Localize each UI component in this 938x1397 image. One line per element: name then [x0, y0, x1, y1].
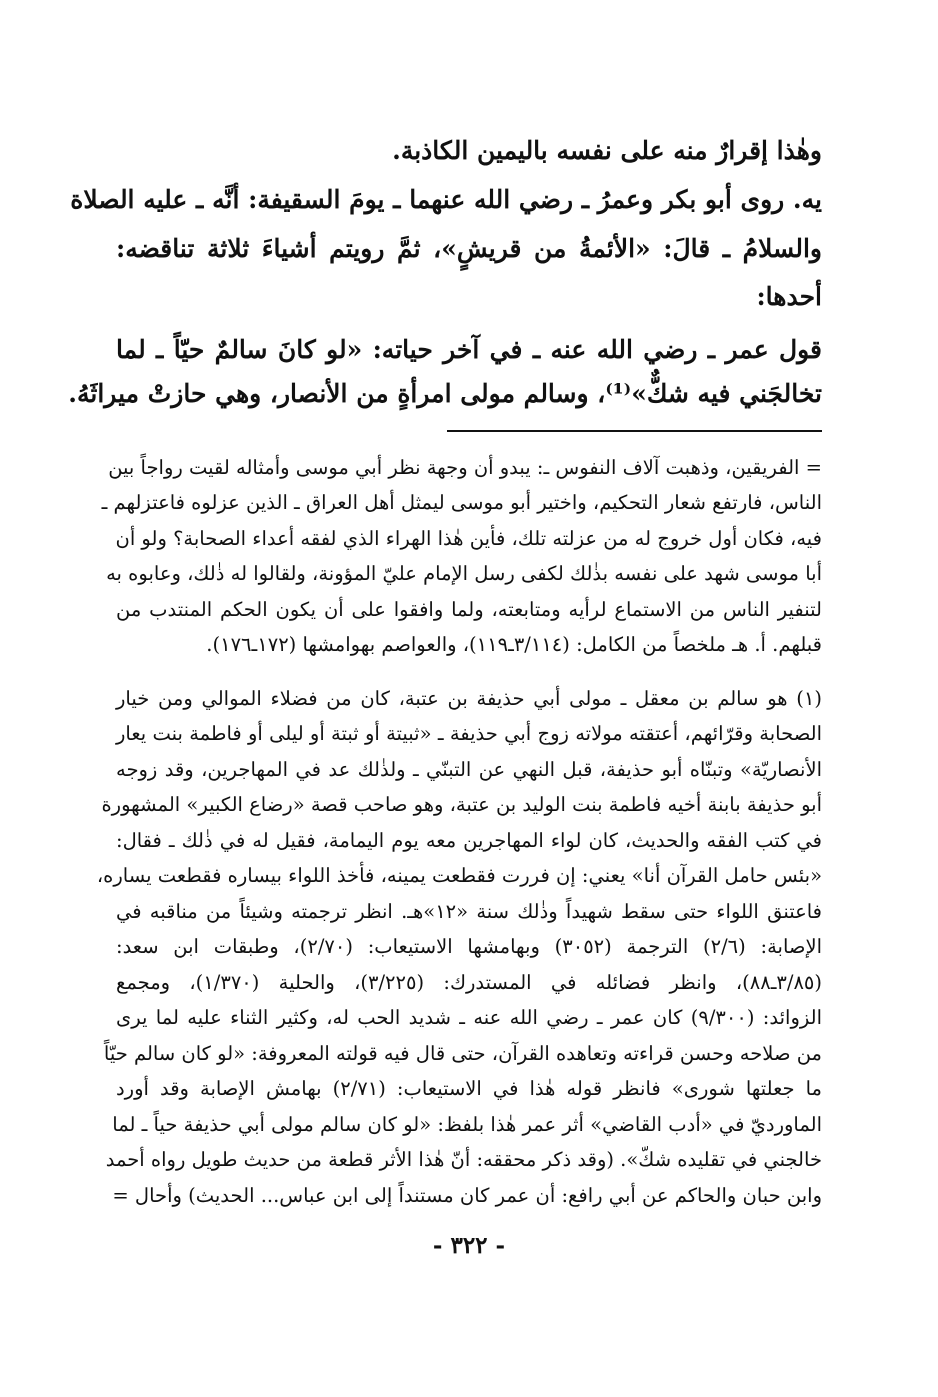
page-number: - ٣٢٢ -	[432, 1232, 506, 1259]
section-heading: أحدها:	[756, 282, 822, 311]
main-text-line-3: والسلامُ ـ قالَ: «الأئمةُ من قريشٍ»، ثمَّ رويتم أشياءَ ثلاثة تناقضه:	[116, 234, 822, 263]
footnote-1-line: الماورديّ في «أدب القاضي» أثر عمر هٰذا بلفظ: «لو كان سالم مولى أبي حذيفة حياً ـ لما	[112, 1113, 822, 1136]
footnote-1-line: من صلاحه وحسن قراءته وتعاهده القرآن، حتى قال فيه قولته المعروفة: «لو كان سالم حيّاً	[103, 1042, 822, 1065]
footnote-line: لتنفير الناس من الاستماع لرأيه ومتابعته، ولما وافقوا على أن يكون الحكم المنتدب من	[116, 598, 822, 621]
footnote-1-line: في كتب الفقه والحديث، كان لواء المهاجرين معه يوم اليمامة، فقيل له في ذٰلك ـ فقال:	[116, 829, 822, 852]
footnote-1-line: وابن حبان والحاكم عن أبي رافع: أن عمر كان مستنداً إلى ابن عباس... الحديث) وأحال =	[112, 1184, 822, 1207]
footnote-divider	[447, 430, 822, 432]
footnote-1-line: (١) هو سالم بن معقل ـ مولى أبي حذيفة بن عتبة، كان من فضلاء الموالي ومن خيار	[116, 687, 822, 710]
footnote-1-line: (٣/٨٥ـ٨٨)، وانظر فضائله في المستدرك: (٣/٢٢٥)، والحلية (١/٣٧٠)، ومجمع	[116, 971, 823, 994]
footnote-1-line: أبو حذيفة بابنة أخيه فاطمة بنت الوليد بن عتبة، وهو صاحب قصة «رضاع الكبير» المشهورة	[101, 793, 822, 816]
footnote-line: = الفريقين، وذهبت آلاف النفوس ـ: يبدو أن وجهة نظر أبي موسى وأمثاله لقيت رواجاً بين	[108, 456, 822, 479]
main-text-line-6: تخالجَني فيه شكٌّ»⁽¹⁾، وسالم مولى امرأةٍ من الأنصار، وهي حازتْ ميراثَهُ.	[68, 379, 822, 408]
footnote-1-line: الأنصاريّة» وتبنّاه أبو حذيفة، قبل النهي عن التبنّي ـ ولذٰلك عد في المهاجرين، وقد زوجه	[116, 758, 822, 781]
footnote-line: قبلهم. أ. هـ ملخصاً من الكامل: (٣/١١٤ـ١١٩)، والعواصم بهوامشها (١٧٢ـ١٧٦).	[206, 633, 822, 656]
footnote-1-line: ما جعلتها شورى» فانظر قوله هٰذا في الاستيعاب: (٢/٧١) بهامش الإصابة وقد أورد	[116, 1077, 822, 1100]
footnote-line: أبا موسى شهد على نفسه بذٰلك لكفى رسل الإمام عليّ المؤونة، ولقالوا له ذٰلك، وعابوه به	[106, 562, 822, 585]
footnote-1-line: الزوائد: (٩/٣٠٠) كان عمر ـ رضي الله عنه ـ شديد الحب له، وكثير الثناء عليه لما يرى	[116, 1006, 822, 1029]
footnote-1-line: خالجني في تقليده شكّ». (وقد ذكر محققه: أنّ هٰذا الأثر قطعة من حديث طويل رواه أحمد	[105, 1148, 822, 1171]
footnote-1-line: «بئس حامل القرآن أنا» يعني: إن فررت فقطعت يمينه، فأخذ اللواء بيساره فقطعت يساره،	[96, 864, 822, 887]
footnote-1-line: الصحابة وقرّائهم، أعتقته مولاته زوج أبي حذيفة ـ «ثبيتة أو ثبتة أو ليلى أو فاطمة بنت يعار	[116, 722, 822, 745]
main-text-line-1: وهٰذا إقرارٌ منه على نفسه باليمين الكاذبة.	[392, 136, 822, 165]
main-text-line-5: قول عمر ـ رضي الله عنه ـ في آخر حياته: «لو كانَ سالمٌ حيّاً ـ لما	[116, 335, 822, 364]
footnote-1-line: الإصابة: (٢/٦) الترجمة (٣٠٥٢) وبهامشها الاستيعاب: (٢/٧٠)، وطبقات ابن سعد:	[116, 935, 823, 958]
footnote-line: الناس، فارتفع شعار التحكيم، واختير أبو موسى ليمثل أهل العراق ـ الذين عزلوه فاعتزلهم ـ	[101, 491, 822, 514]
main-text-line-2: يه. روى أبو بكر وعمرُ ـ رضي الله عنهما ـ يومَ السقيفة: أنَّه ـ عليه الصلاة	[70, 185, 822, 214]
footnote-1-line: فاعتنق اللواء حتى سقط شهيداً وذٰلك سنة «١٢»هـ. انظر ترجمته وشيئاً من مناقبه في	[116, 900, 822, 923]
footnote-line: فيه، فكان أول خروج له من عزلته تلك، فأين هٰذا الهراء الذي لفقه أعداء الصحابة؟ ولو أن	[115, 527, 822, 550]
